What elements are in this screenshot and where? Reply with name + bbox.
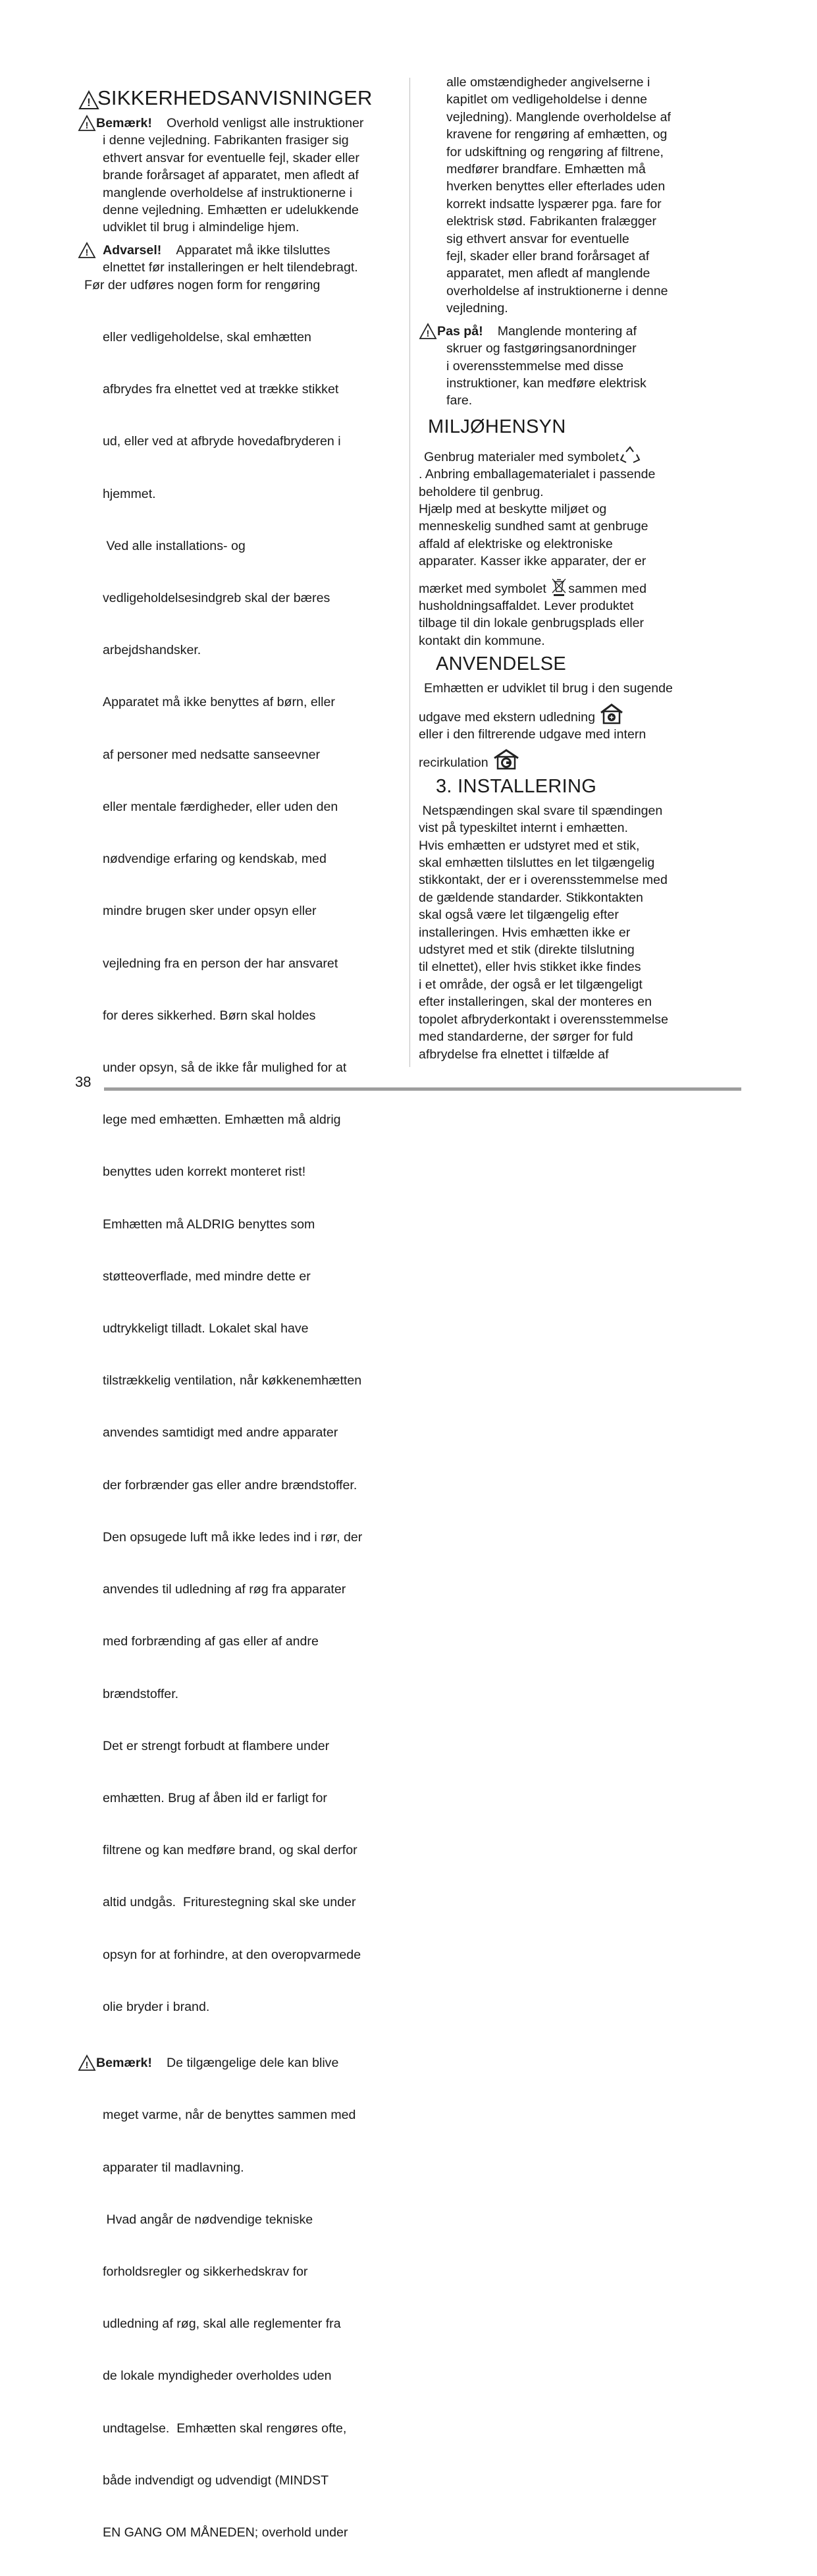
- warning-icon: [419, 323, 437, 340]
- right-column: [419, 74, 722, 1063]
- section-heading-miljo: MILJØHENSYN: [419, 415, 722, 439]
- safety-heading-text: SIKKERHEDSANVISNINGER: [97, 86, 373, 111]
- extraction-mode-icon: [598, 703, 625, 725]
- cleaning-text: Før der udføres nogen form for rengøring: [78, 277, 407, 294]
- warning-icon: [78, 242, 96, 259]
- warning-text: Apparatet må ikke tilsluttes: [176, 242, 330, 259]
- note-lead: Bemærk!: [96, 115, 152, 132]
- note-body: meget varme, når de benyttes sammen med apparater til madlavning. Hvad angår de nødvendige tekniske forholdsregler og sikkerhedskrav for udledning af røg, skal alle reglementer fra de lokale myndigheder overholdes uden undtagelse. Emhætten skal rengøres ofte, både indvendigt og udvendigt (MINDST EN GANG OM MÅNEDEN; overhold under: [78, 2072, 407, 2576]
- warning-lead: Advarsel!: [103, 242, 161, 259]
- note-bemaerk-1: [78, 115, 407, 132]
- note-advarsel: [78, 242, 407, 259]
- recirculation-line: recirkulation: [419, 748, 722, 771]
- installering-text: Netspændingen skal svare til spændingen: [419, 802, 722, 819]
- note-lead: Pas på!: [437, 323, 483, 340]
- installering-body: vist på typeskiltet internt i emhætten. Hvis emhætten er udstyret med et stik, skal emhætten tilsluttes en let tilgængelig stikkontakt, der er i overensstemmelse med de gældende standarder. Stikkontakten skal også være let tilgængelig efter installeringen. Hvis emhætten ikke er udstyret med et stik (direkte tilslutning til elnettet), eller hvis stikket ikke findes i et område, der også er let tilgængeligt efter installeringen, skal der monteres en topolet afbryderkontakt i overensstemmelse med standarderne, der sørger for fuld afbrydelse fra elnettet i tilfælde af: [419, 819, 722, 1063]
- weee-line: mærket med symbolet sammen med: [419, 577, 722, 597]
- note-body: i denne vejledning. Fabrikanten frasiger sig ethvert ansvar for eventuelle fejl, skader eller brande forårsaget af apparatet, men afledt af manglende overholdelse af instruktionerne i denne vejledning. Emhætten er udelukkende udviklet til brug i almindelige hjem.: [78, 132, 407, 236]
- continued-text: alle omstændigheder angivelserne i kapitlet om vedligeholdelse i denne vejledning). Manglende overholdelse af kravene for rengøring af emhætten, og for udskiftning og rengøring af filtrene, medfører brandfare. Emhætten må hverken benyttes eller efterlades uden korrekt indsatte lyspærer pga. fare for elektrisk stød. Fabrikanten fralægger sig ethvert ansvar for eventuelle fejl, skader eller brand forårsaget af apparatet, men afledt af manglende overholdelse af instruktionerne i denne vejledning.: [419, 74, 722, 317]
- footer-rule: [104, 1087, 741, 1091]
- note-body: skruer og fastgøringsanordninger i overensstemmelse med disse instruktioner, kan medføre elektrisk fare.: [419, 340, 722, 410]
- note-text: De tilgængelige dele kan blive: [167, 2054, 338, 2071]
- crossed-bin-icon: [550, 577, 568, 597]
- section-heading-anvendelse: ANVENDELSE: [419, 652, 722, 676]
- section-heading-safety: [78, 86, 407, 111]
- note-lead: Bemærk!: [96, 2054, 152, 2071]
- svg-text:!: !: [86, 247, 89, 258]
- svg-text:!: !: [86, 2060, 89, 2070]
- note-text: Overhold venligst alle instruktioner: [167, 115, 364, 132]
- svg-text:!: !: [427, 328, 430, 339]
- note-bemaerk-2: [78, 2054, 407, 2071]
- svg-text:!: !: [87, 96, 91, 109]
- warning-text-line: elnettet før installeringen er helt tilendebragt.: [78, 259, 407, 276]
- recirculation-mode-icon: [492, 748, 521, 771]
- anvendelse-text: eller i den filtrerende udgave med intern: [419, 726, 722, 743]
- warning-icon: [78, 90, 100, 111]
- recycle-line: Genbrug materialer med symbolet: [419, 445, 722, 466]
- warning-icon: [78, 115, 96, 132]
- recycle-icon: [619, 445, 641, 465]
- left-column: [78, 74, 407, 2576]
- extraction-line: udgave med ekstern udledning: [419, 703, 722, 726]
- note-pas-paa: [419, 323, 722, 340]
- anvendelse-text: Emhætten er udviklet til brug i den sugende: [419, 680, 722, 697]
- miljo-body: . Anbring emballagematerialet i passende beholdere til genbrug. Hjælp med at beskytte miljøet og menneskelig sundhed samt at genbruge affald af elektriske og elektroniske apparater. Kasser ikke apparater, der er: [419, 466, 722, 570]
- page-number: 38: [75, 1074, 91, 1091]
- manual-page: [0, 0, 817, 1155]
- column-divider: [409, 78, 410, 1067]
- safety-body: eller vedligeholdelse, skal emhætten afbrydes fra elnettet ved at trække stikket ud, eller ved at afbryde hovedafbryderen i hjemmet. Ved alle installations- og vedligeholdelsesindgreb skal der bæres arbejdshandsker. Apparatet må ikke benyttes af børn, eller af personer med nedsatte sanseevner eller mentale færdigheder, eller uden den nødvendige erfaring og kendskab, med mindre brugen sker under opsyn eller vejledning fra en person der har ansvaret for deres sikkerhed. Børn skal holdes under opsyn, så de ikke får mulighed for at lege med emhætten. Emhætten må aldrig benyttes uden korrekt monteret rist! Emhætten må ALDRIG benyttes som støtteoverflade, med mindre dette er udtrykkeligt tilladt. Lokalet skal have tilstrækkelig ventilation, når køkkenemhætten anvendes samtidigt med andre apparater der forbrænder gas eller andre brændstoffer. Den opsugede luft må ikke ledes ind i rør, der anvendes til udledning af røg fra apparater med forbrænding af gas eller af andre brændstoffer. Det er strengt forbudt at flambere under emhætten. Brug af åben ild er farligt for filtrene og kan medføre brand, og skal derfor altid undgås. Friturestegning skal ske under opsyn for at forhindre, at den overopvarmede olie bryder i brand.: [78, 294, 407, 2050]
- warning-icon: [78, 2054, 96, 2071]
- section-heading-installering: 3. INSTALLERING: [419, 775, 722, 798]
- svg-text:!: !: [86, 120, 89, 130]
- note-text: Manglende montering af: [498, 323, 637, 340]
- miljo-body-2: husholdningsaffaldet. Lever produktet tilbage til din lokale genbrugsplads eller kontakt din kommune.: [419, 597, 722, 649]
